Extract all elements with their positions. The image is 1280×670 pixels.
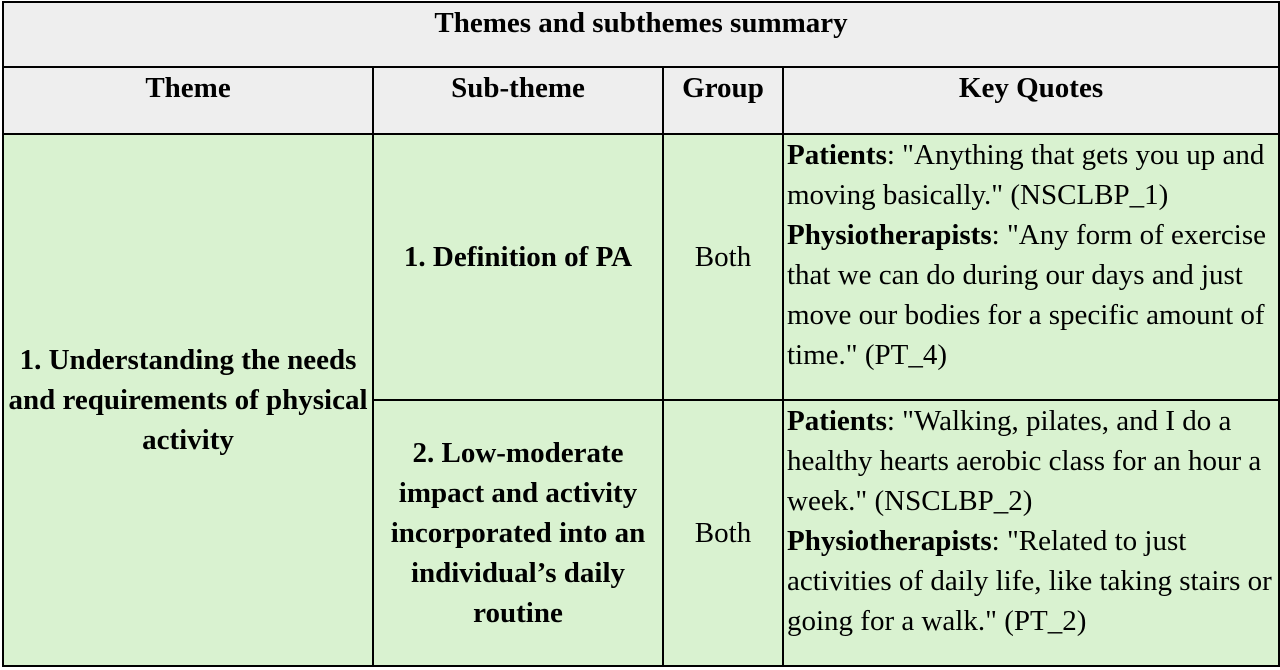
quote-label-physiotherapists: Physiotherapists (787, 524, 992, 557)
group-text: Both (694, 516, 752, 549)
subtheme-text: 1. Definition of PA (403, 240, 633, 273)
subtheme-text: 2. Low-moderate impact and activity incorporated into an individual’s daily routine (390, 436, 646, 629)
theme-text: 1. Understanding the needs and requirements of physical activity (8, 343, 368, 456)
themes-summary-table (2, 1, 1280, 667)
table-title: Themes and subthemes summary (3, 2, 1279, 67)
title-row (3, 2, 1279, 67)
quote-text-patients: : "Anything that gets you up and moving basically." (NSCLBP_1) (787, 138, 1265, 211)
subtheme-cell (373, 400, 663, 666)
quote-text-physiotherapists: : "Related to just activities of daily life, like taking stairs or going for a walk." (PT_2) (787, 524, 1272, 637)
theme-cell (3, 134, 373, 666)
key-quotes-cell (783, 400, 1279, 666)
group-text: Both (694, 240, 752, 273)
key-quotes-cell (783, 134, 1279, 400)
header-row (3, 67, 1279, 134)
table-row (3, 134, 1279, 400)
quote-label-physiotherapists: Physiotherapists (787, 218, 992, 251)
group-cell (663, 400, 783, 666)
group-cell (663, 134, 783, 400)
quote-text-physiotherapists: : "Any form of exercise that we can do during our days and just move our bodies for a specific amount of time." (PT_4) (787, 218, 1266, 371)
quote-label-patients: Patients (787, 138, 887, 171)
quote-label-patients: Patients (787, 404, 887, 437)
header-subtheme: Sub-theme (373, 67, 663, 134)
header-theme: Theme (3, 67, 373, 134)
quote-text-patients: : "Walking, pilates, and I do a healthy hearts aerobic class for an hour a week." (NSCLBP_2) (787, 404, 1262, 517)
subtheme-cell (373, 134, 663, 400)
header-group: Group (663, 67, 783, 134)
header-key-quotes: Key Quotes (783, 67, 1279, 134)
